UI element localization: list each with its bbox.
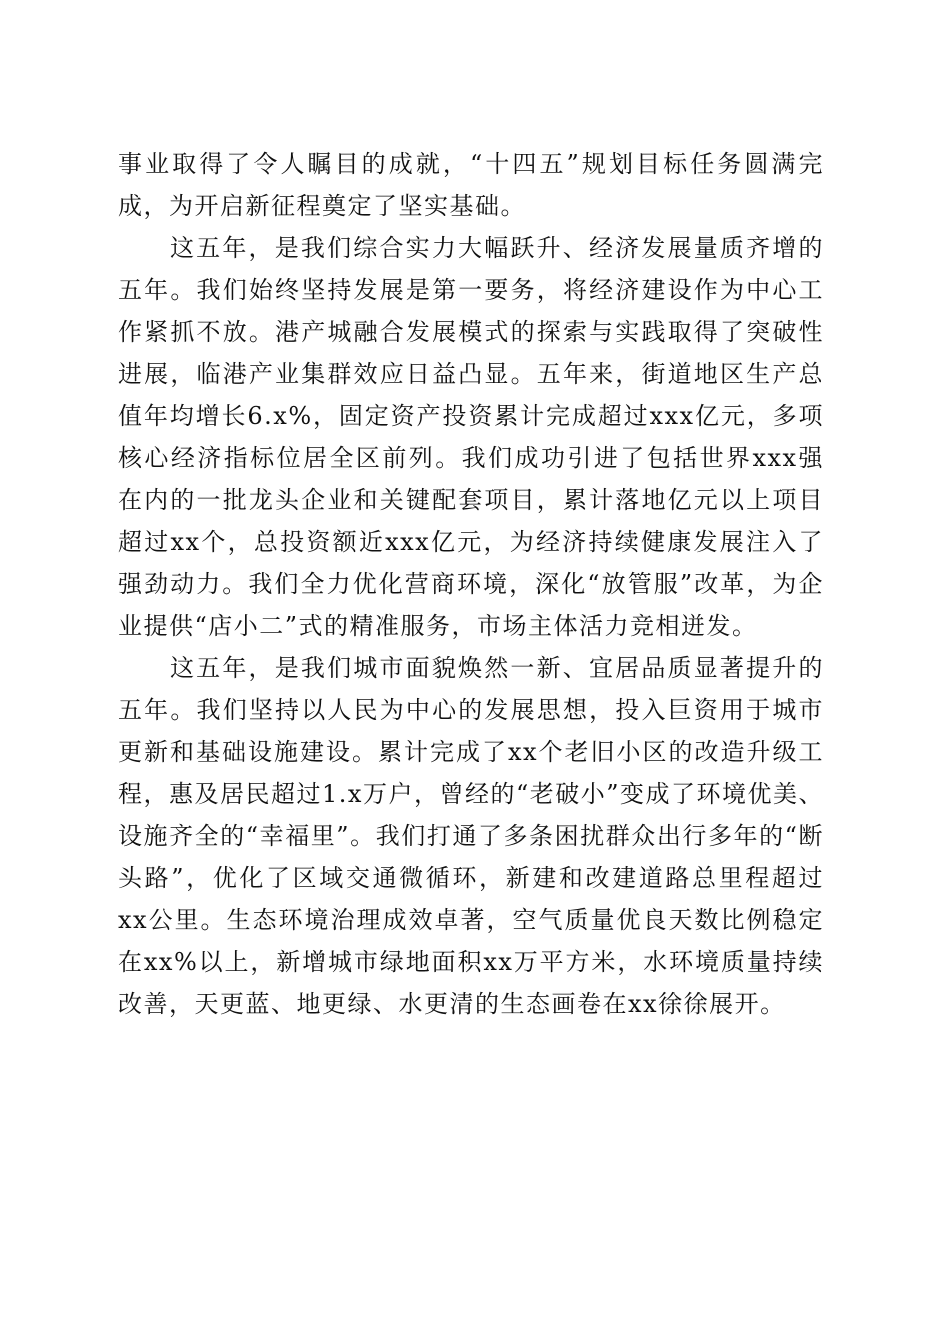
paragraph-1: 事业取得了令人瞩目的成就，“十四五”规划目标任务圆满完成，为开启新征程奠定了坚实基础。: [118, 150, 824, 220]
document-body: [118, 143, 824, 1025]
paragraph-3: 这五年，是我们城市面貌焕然一新、宜居品质显著提升的五年。我们坚持以人民为中心的发展思想，投入巨资用于城市更新和基础设施建设。累计完成了xx个老旧小区的改造升级工程，惠及居民超过1.x万户，曾经的“老破小”变成了环境优美、设施齐全的“幸福里”。我们打通了多条困扰群众出行多年的“断头路”，优化了区域交通微循环，新建和改建道路总里程超过xx公里。生态环境治理成效卓著，空气质量优良天数比例稳定在xx%以上，新增城市绿地面积xx万平方米，水环境质量持续改善，天更蓝、地更绿、水更清的生态画卷在xx徐徐展开。: [118, 654, 824, 1018]
paragraph-2: 这五年，是我们综合实力大幅跃升、经济发展量质齐增的五年。我们始终坚持发展是第一要务，将经济建设作为中心工作紧抓不放。港产城融合发展模式的探索与实践取得了突破性进展，临港产业集群效应日益凸显。五年来，街道地区生产总值年均增长6.x%，固定资产投资累计完成超过xxx亿元，多项核心经济指标位居全区前列。我们成功引进了包括世界xxx强在内的一批龙头企业和关键配套项目，累计落地亿元以上项目超过xx个，总投资额近xxx亿元，为经济持续健康发展注入了强劲动力。我们全力优化营商环境，深化“放管服”改革，为企业提供“店小二”式的精准服务，市场主体活力竞相迸发。: [118, 234, 824, 640]
